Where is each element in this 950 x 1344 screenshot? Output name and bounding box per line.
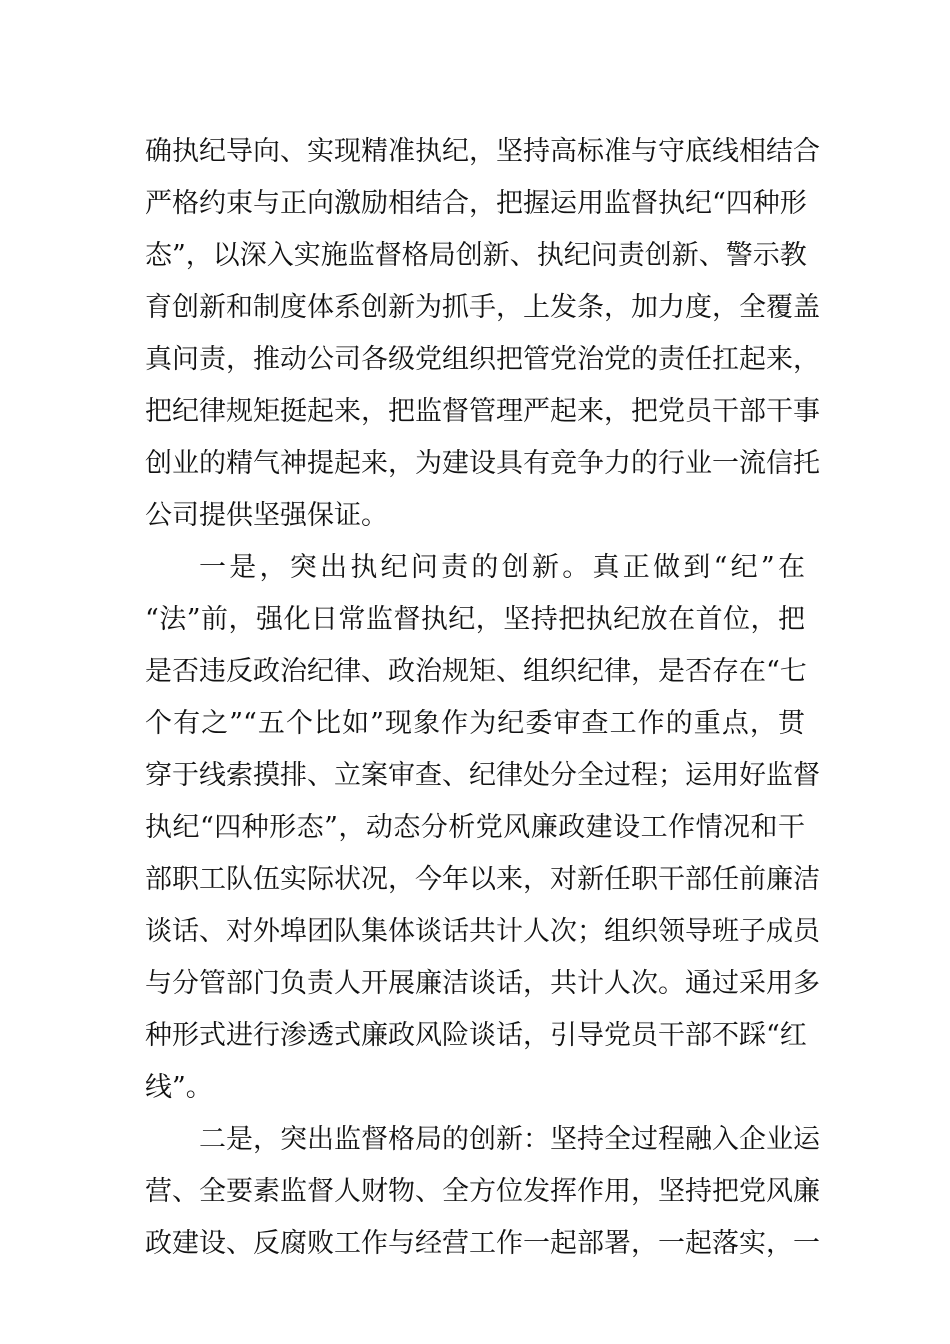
text-line: 严格约束与正向激励相结合，把握运用监督执纪“四种形 bbox=[145, 188, 807, 219]
text-line: 政建设、反腐败工作与经营工作一起部署，一起落实，一 bbox=[145, 1228, 820, 1259]
text-line: “法”前，强化日常监督执纪，坚持把执纪放在首位，把 bbox=[145, 604, 805, 635]
text-line: 线”。 bbox=[145, 1072, 213, 1103]
text-line: 态”，以深入实施监督格局创新、执纪问责创新、警示教 bbox=[145, 240, 807, 271]
text-line: 育创新和制度体系创新为抓手，上发条，加力度，全覆盖 bbox=[145, 292, 820, 323]
paragraph-first-line: 一是，突出执纪问责的创新。真正做到“纪”在 bbox=[199, 552, 805, 583]
text-line: 谈话、对外埠团队集体谈话共计人次；组织领导班子成员 bbox=[145, 916, 820, 947]
text-line: 穿于线索摸排、立案审查、纪律处分全过程；运用好监督 bbox=[145, 760, 820, 791]
text-line: 把纪律规矩挺起来，把监督管理严起来，把党员干部干事 bbox=[145, 396, 820, 427]
text-line: 真问责，推动公司各级党组织把管党治党的责任扛起来， bbox=[145, 344, 820, 375]
text-line: 与分管部门负责人开展廉洁谈话，共计人次。通过采用多 bbox=[145, 968, 820, 999]
text-line: 是否违反政治纪律、政治规矩、组织纪律，是否存在“七 bbox=[145, 656, 807, 687]
paragraph-first-line: 二是，突出监督格局的创新：坚持全过程融入企业运 bbox=[199, 1124, 820, 1155]
text-line: 营、全要素监督人财物、全方位发挥作用，坚持把党风廉 bbox=[145, 1176, 820, 1207]
text-line: 公司提供坚强保证。 bbox=[145, 500, 388, 531]
text-line: 部职工队伍实际状况，今年以来，对新任职干部任前廉洁 bbox=[145, 864, 820, 895]
text-line: 确执纪导向、实现精准执纪，坚持高标准与守底线相结合 bbox=[145, 136, 820, 167]
text-line: 创业的精气神提起来，为建设具有竞争力的行业一流信托 bbox=[145, 448, 820, 479]
text-line: 种形式进行渗透式廉政风险谈话，引导党员干部不踩“红 bbox=[145, 1020, 807, 1051]
text-line: 个有之”“五个比如”现象作为纪委审查工作的重点，贯 bbox=[145, 708, 805, 739]
text-line: 执纪“四种形态”，动态分析党风廉政建设工作情况和干 bbox=[145, 812, 805, 843]
